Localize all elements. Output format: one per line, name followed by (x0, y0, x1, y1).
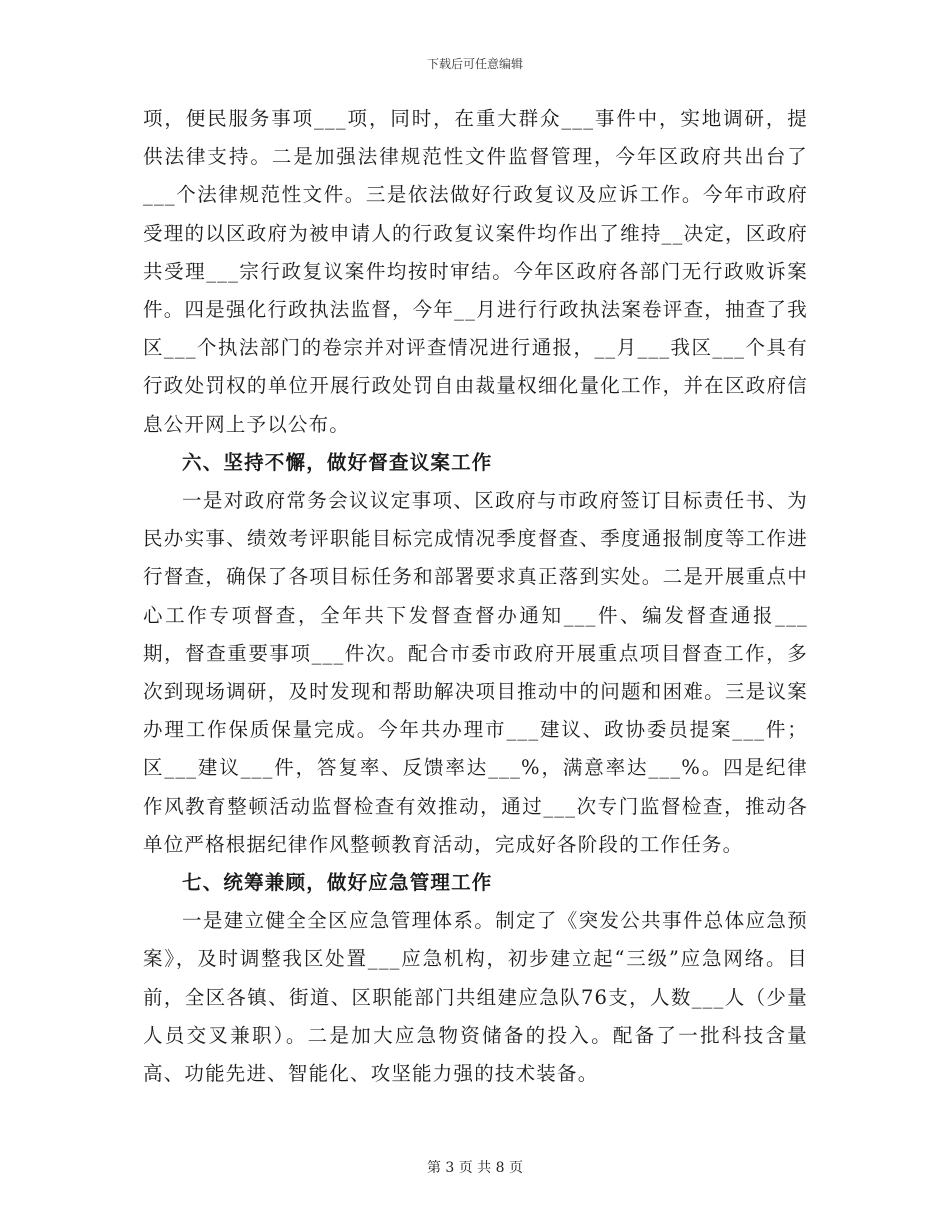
page-number: 第 3 页 共 8 页 (426, 1160, 524, 1176)
paragraph-supervision-work: 一是对政府常务会议议定事项、区政府与市政府签订目标责任书、为民办实事、绩效考评职能目标完成情况季度督查、季度通报制度等工作进行督查，确保了各项目标任务和部署要求真正落到实处。二是开展重点中心工作专项督查，全年共下发督查督办通知___件、编发督查通报___期，督查重要事项___件次。配合市委市政府开展重点项目督查工作，多次到现场调研，及时发现和帮助解决项目推动中的问题和困难。三是议案办理工作保质保量完成。今年共办理市___建议、政协委员提案___件；区___建议___件，答复率、反馈率达___%，满意率达___%。四是纪律作风教育整顿活动监督检查有效推动，通过___次专门监督检查，推动各单位严格根据纪律作风整顿教育活动，完成好各阶段的工作任务。 (143, 489, 808, 856)
document-body (143, 100, 808, 1093)
paragraph-legal-supervision: 项，便民服务事项___项，同时，在重大群众___事件中，实地调研，提供法律支持。二是加强法律规范性文件监督管理，今年区政府共出台了___个法律规范性文件。三是依法做好行政复议及应诉工作。今年市政府受理的以区政府为被申请人的行政复议案件均作出了维持__决定，区政府共受理___宗行政复议案件均按时审结。今年区政府各部门无行政败诉案件。四是强化行政执法监督，今年__月进行行政执法案卷评查，抽查了我区___个执法部门的卷宗并对评查情况进行通报，__月___我区___个具有行政处罚权的单位开展行政处罚自由裁量权细化量化工作，并在区政府信息公开网上予以公布。 (143, 107, 808, 436)
section-heading-6: 六、坚持不懈，做好督查议案工作 (182, 450, 493, 474)
paragraph-emergency-management: 一是建立健全全区应急管理体系。制定了《突发公共事件总体应急预案》，及时调整我区处置___应急机构，初步建立起“三级”应急网络。目前，全区各镇、街道、区职能部门共组建应急队76支，人数___人（少量人员交叉兼职）。二是加大应急物资储备的投入。配备了一批科技含量高、功能先进、智能化、攻坚能力强的技术装备。 (143, 909, 808, 1086)
page-header-note: 下载后可任意编辑 (426, 57, 523, 71)
section-heading-7: 七、统筹兼顾，做好应急管理工作 (182, 871, 493, 895)
